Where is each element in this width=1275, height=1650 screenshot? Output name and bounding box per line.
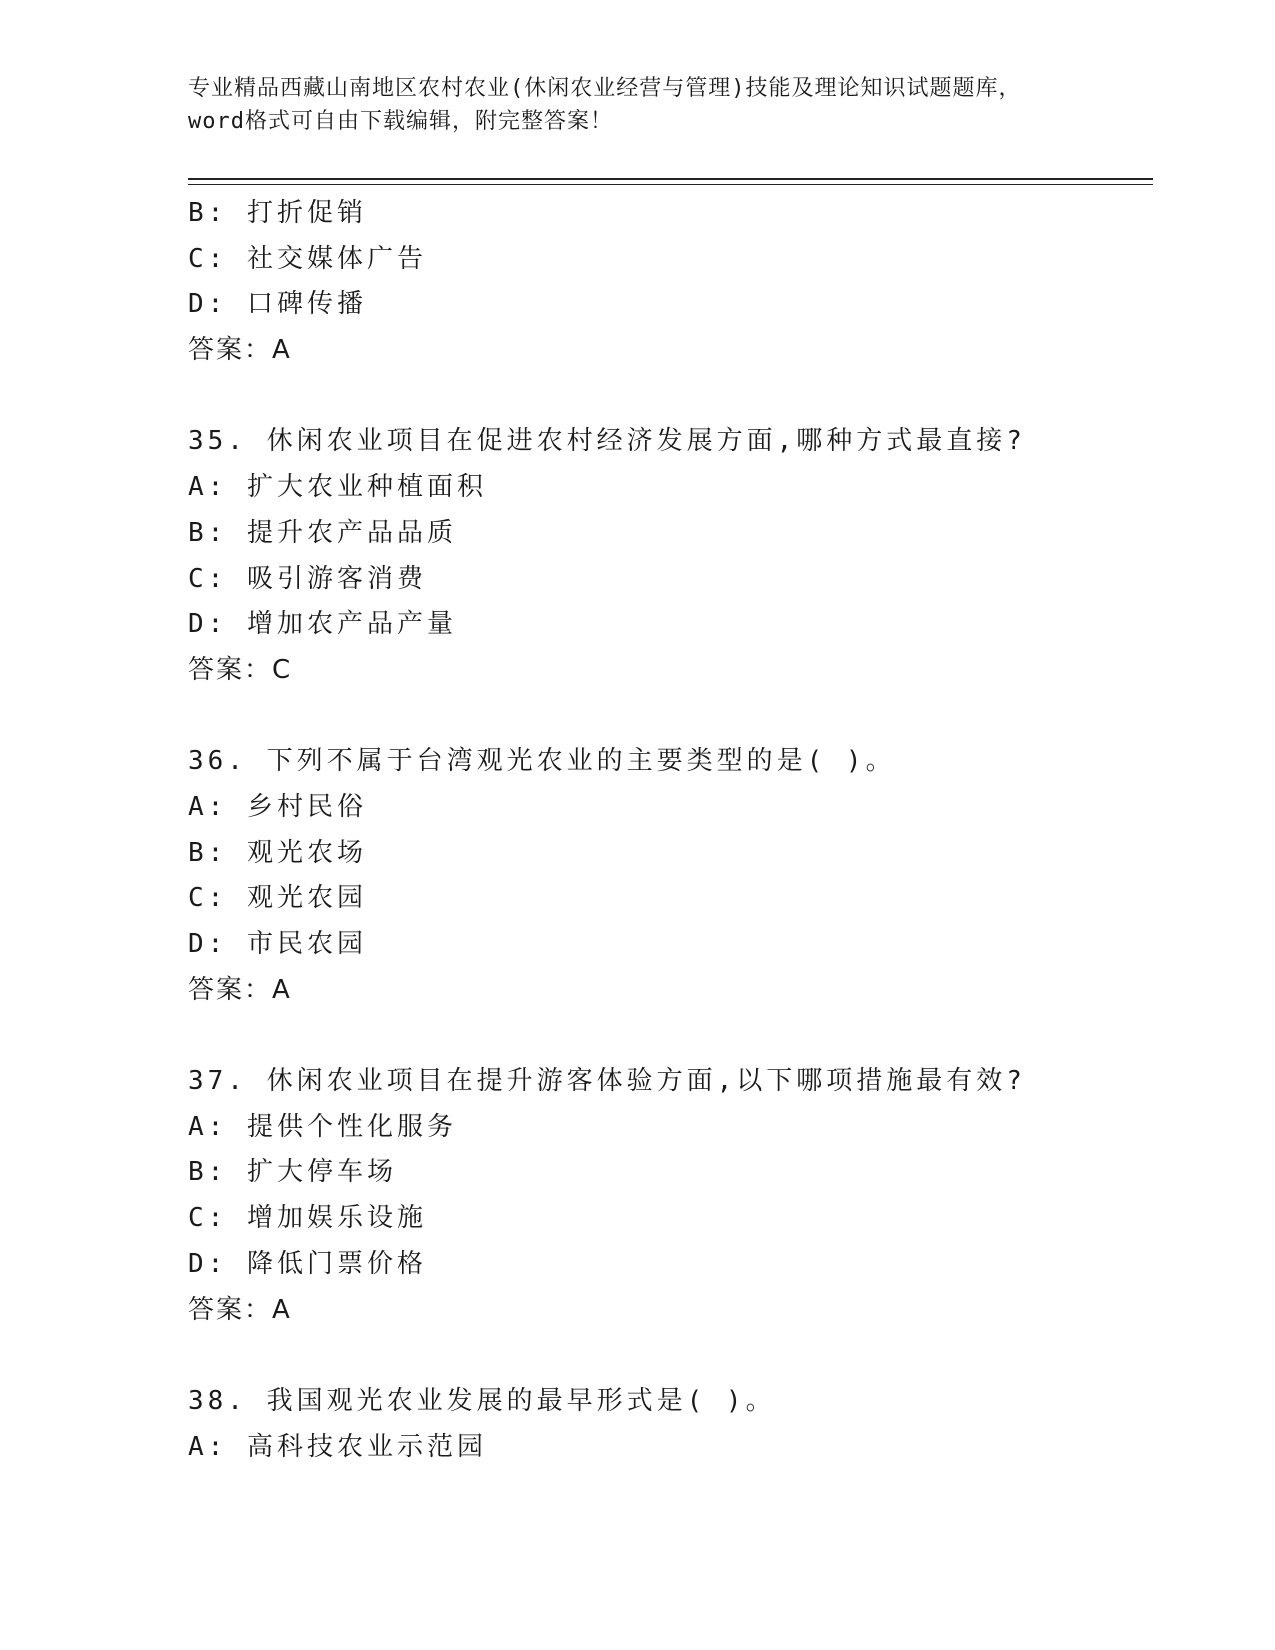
question-37-stem: 37. 休闲农业项目在提升游客体验方面,以下哪项措施最有效? [188,1066,1026,1097]
question-35-option-a: A: 扩大农业种植面积 [188,472,487,503]
question-list [188,191,1153,1470]
question-36-option-d: D: 市民农园 [188,929,367,959]
question-36-answer: 答案：A [188,974,292,1005]
question-36-option-b: B: 观光农场 [188,837,367,868]
question-35-stem: 35. 休闲农业项目在促进农村经济发展方面,哪种方式最直接? [188,426,1026,457]
question-35-option-b: B: 提升农产品品质 [188,517,457,548]
question-35-answer: 答案：C [188,654,293,685]
header-divider-thick [188,178,1153,180]
question-37-option-c: C: 增加娱乐设施 [188,1203,427,1234]
answer: 答案：A [188,335,292,366]
option-b: B: 打折促销 [188,198,367,228]
question-38-option-a: A: 高科技农业示范园 [188,1431,487,1462]
question-36-option-a: A: 乡村民俗 [188,791,367,822]
question-35-option-c: C: 吸引游客消费 [188,563,427,594]
option-d: D: 口碑传播 [188,289,367,320]
option-c: C: 社交媒体广告 [188,243,427,274]
question-36-stem: 36. 下列不属于台湾观光农业的主要类型的是( )。 [188,746,896,777]
document-header [188,72,1088,138]
question-35-option-d: D: 增加农产品产量 [188,609,457,640]
question-37-answer: 答案：A [188,1294,292,1325]
header-title-line1: 专业精品西藏山南地区农村农业(休闲农业经营与管理)技能及理论知识试题题库， [188,76,1022,101]
question-38-stem: 38. 我国观光农业发展的最早形式是( )。 [188,1385,776,1416]
question-37-option-a: A: 提供个性化服务 [188,1111,457,1142]
header-divider-thin [188,184,1153,185]
question-37-option-d: D: 降低门票价格 [188,1248,427,1279]
question-37-option-b: B: 扩大停车场 [188,1157,397,1188]
header-title-line2: word格式可自由下载编辑，附完整答案！ [188,109,613,134]
question-36-option-c: C: 观光农园 [188,883,367,914]
